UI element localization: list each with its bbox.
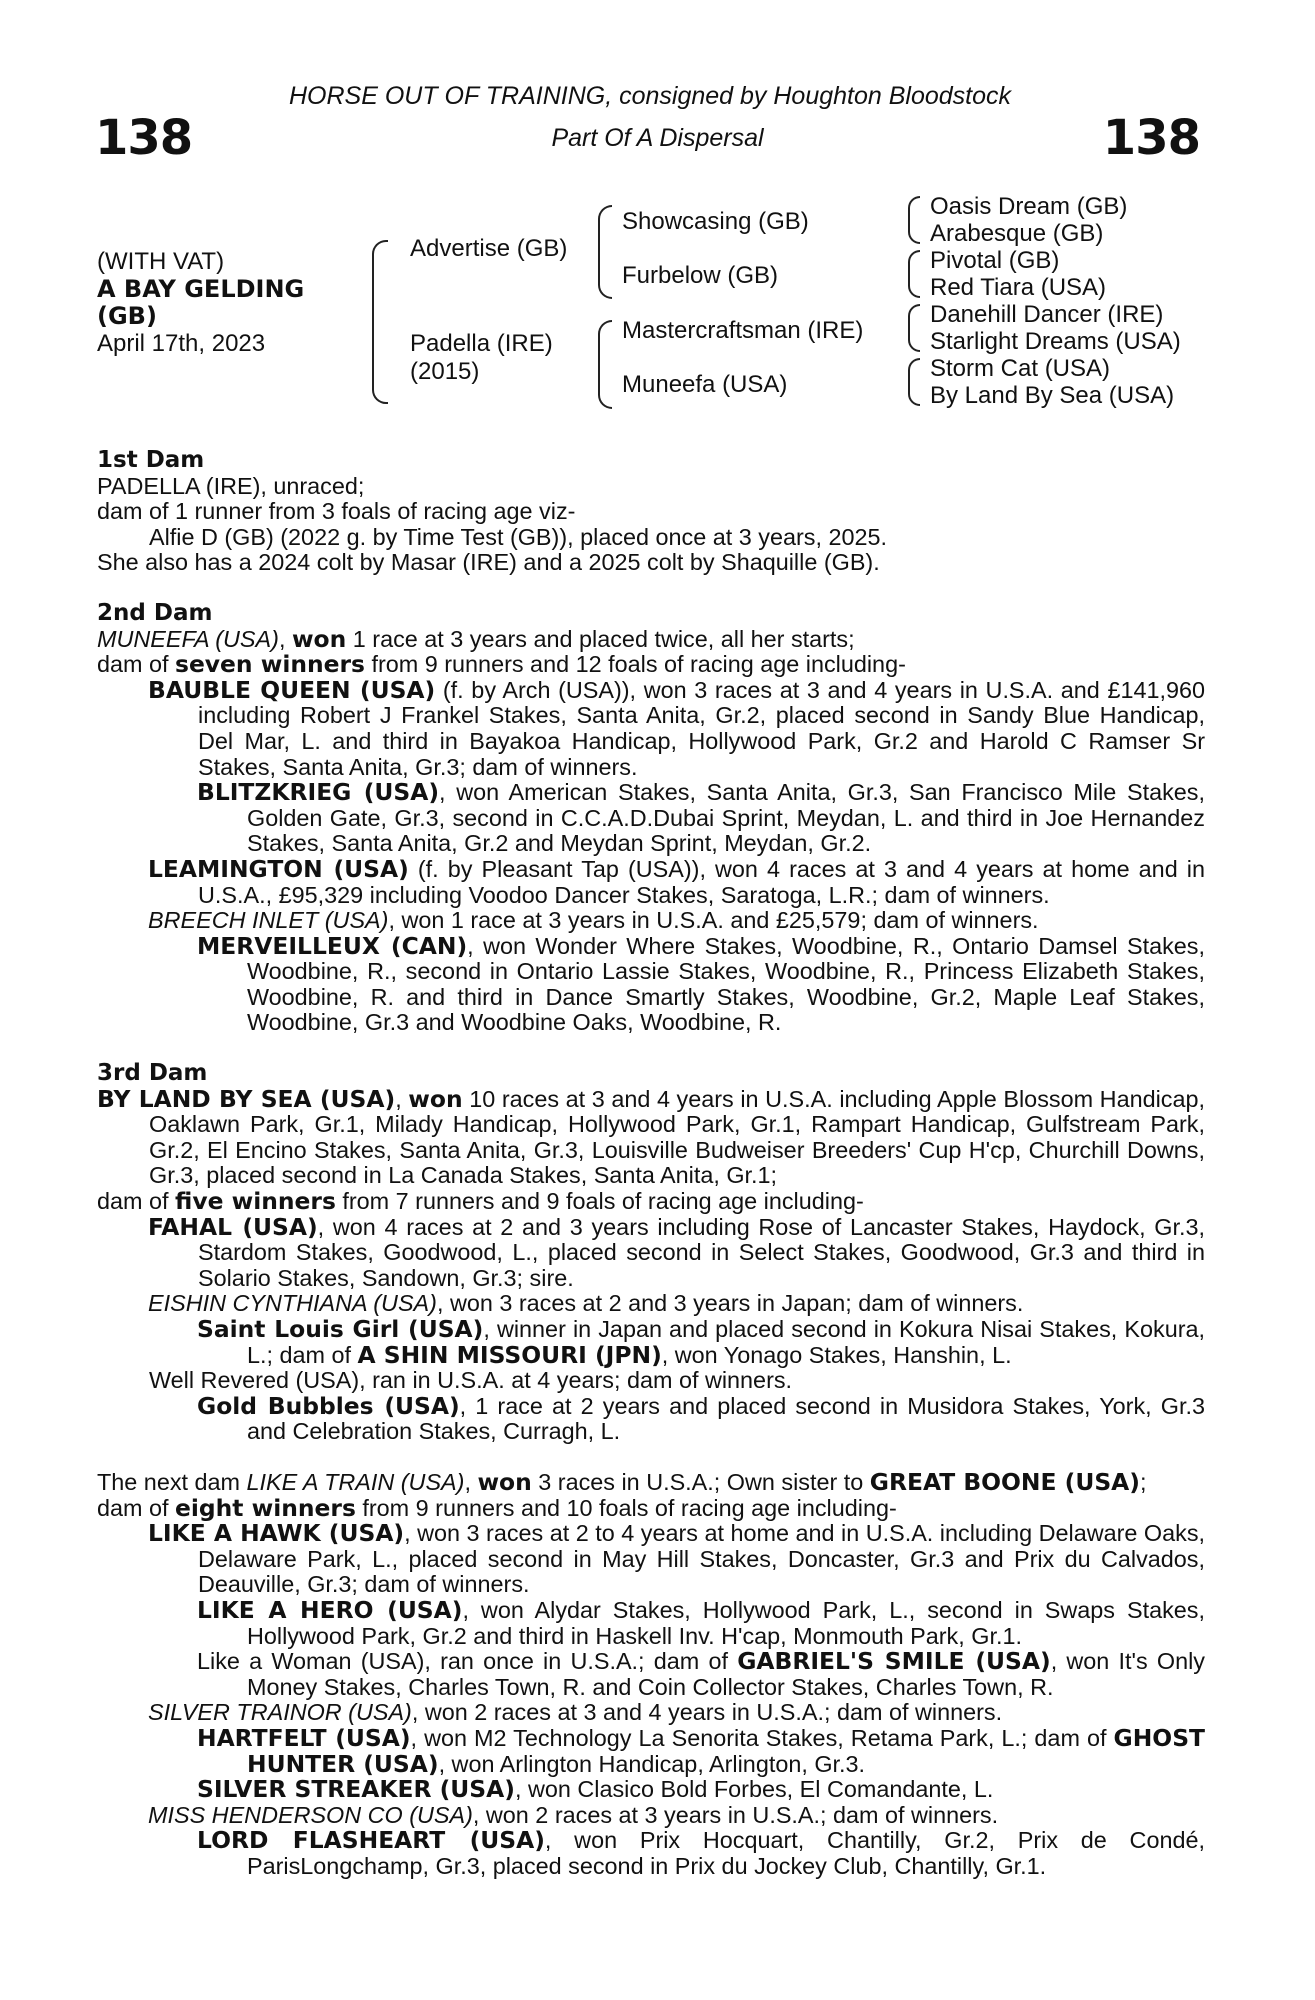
horse-record: , won Prix Hocquart, Chantilly, Gr.2, Prix de Condé, ParisLongchamp, Gr.3, placed second in Prix du Jockey Club, Chantilly, Gr.1.	[247, 1827, 1205, 1879]
horse-record: , won Arlington Handicap, Arlington, Gr.3.	[438, 1750, 866, 1777]
dam-name: Padella (IRE)	[410, 330, 553, 357]
text: ;	[1139, 1468, 1147, 1495]
horse-name: BREECH INLET (USA)	[148, 907, 389, 934]
g3-ancestor: Starlight Dreams (USA)	[930, 328, 1181, 355]
produce-entry	[97, 675, 1206, 780]
sister-name: GREAT BOONE (USA)	[869, 1467, 1140, 1496]
third-dam-produce-summary	[97, 1189, 1205, 1215]
brace-dam	[598, 320, 612, 409]
dam-year: (2015)	[410, 358, 480, 385]
horse-name: MERVEILLEUX (CAN)	[197, 931, 468, 960]
third-dam-heading: 3rd Dam	[97, 1060, 208, 1087]
horse-record: , won Yonago Stakes, Hanshin, L.	[661, 1341, 1012, 1368]
vat-label: (WITH VAT)	[97, 248, 225, 275]
next-dam-summary: The next dam LIKE A TRAIN (USA), won 3 races in U.S.A.; Own sister to GREAT BOONE (USA);	[97, 1467, 1147, 1496]
horse-record: , won 1 race at 3 years in U.S.A. and £25,579; dam of winners.	[388, 907, 1039, 934]
g3-ancestor: Pivotal (GB)	[930, 247, 1060, 274]
produce-entry	[97, 1595, 1205, 1649]
winners-count: five winners	[175, 1187, 336, 1216]
subject-name-line2: (GB)	[97, 302, 157, 330]
first-dam-line: PADELLA (IRE), unraced;	[97, 472, 365, 499]
catalogue-body	[97, 448, 1205, 1879]
brace-g3-2	[908, 250, 920, 298]
text: from 7 runners and 9 foals of racing age including-	[335, 1188, 864, 1215]
brace-g3-3	[908, 304, 920, 352]
won-label: won	[477, 1467, 532, 1496]
g3-ancestor: By Land By Sea (USA)	[930, 382, 1175, 409]
second-dam-summary: MUNEEFA (USA), won 1 race at 3 years and placed twice, all her starts;	[97, 624, 855, 653]
horse-record: , won Alydar Stakes, Hollywood Park, L., second in Swaps Stakes, Hollywood Park, Gr.2 and third in Haskell Inv. H'cap, Monmouth Park, Gr.1.	[247, 1596, 1205, 1649]
summary-text: 10 races at 3 and 4 years in U.S.A. including Apple Blossom Handicap, Oaklawn Park, Gr.1, Milady Handicap, Hollywood Park, Gr.1, Rampart Handicap, Gulfstream Park, Gr.2, El Encino Stakes, Santa Anita, Gr.3, Louisville Budweiser Breeders' Cup H'cp, Churchill Downs, Gr.3, placed second in La Canada Stakes, Santa Anita, Gr.1;	[149, 1085, 1205, 1189]
subject-foaled: April 17th, 2023	[97, 330, 266, 357]
horse-record: (f. by Pleasant Tap (USA)), won 4 races at 3 and 4 years at home and in U.S.A., £95,329 including Voodoo Dancer Stakes, Saratoga, L.R.; dam of winners.	[198, 855, 1205, 908]
g3-ancestor: Danehill Dancer (IRE)	[930, 301, 1164, 328]
produce-entry	[97, 1521, 1205, 1598]
horse-record: , won 2 races at 3 and 4 years in U.S.A.; dam of winners.	[411, 1699, 1003, 1726]
next-dam-produce-summary	[97, 1493, 1205, 1522]
g3-ancestor: Red Tiara (USA)	[930, 274, 1107, 301]
produce-entry	[97, 1828, 1205, 1879]
first-dam-line: She also has a 2024 colt by Masar (IRE) and a 2025 colt by Shaquille (GB).	[97, 549, 880, 576]
horse-record: , won 3 races at 2 to 4 years at home and in U.S.A. including Delaware Oaks, Delaware Park, L., placed second in May Hill Stakes, Doncaster, Gr.3 and Prix du Calvados, Deauville, Gr.3; dam of winners.	[198, 1520, 1206, 1598]
header-subtitle: Part Of A Dispersal	[551, 124, 764, 152]
dam-name: MUNEEFA (USA)	[97, 625, 279, 652]
produce-entry	[97, 908, 1205, 934]
produce-entry	[97, 1649, 1205, 1700]
header-consignment: HORSE OUT OF TRAINING, consigned by Houghton Bloodstock	[288, 82, 1012, 110]
produce-entry	[97, 1317, 1205, 1368]
produce-entry	[97, 780, 1205, 857]
subject-name-line1: A BAY GELDING	[97, 275, 305, 303]
first-dam-heading: 1st Dam	[97, 447, 205, 473]
horse-record: (f. by Arch (USA)), won 3 races at 3 and 4 years in U.S.A. and £141,960 including Robert J Frankel Stakes, Santa Anita, Gr.2, placed second in Sandy Blue Handicap, Del Mar, L. and third in Bayakoa Handicap, Hollywood Park, Gr.2 and Harold C Ramser Sr Stakes, Santa Anita, Gr.3; dam of winners.	[198, 676, 1206, 780]
horse-name: Gold Bubbles (USA)	[197, 1391, 460, 1420]
horse-name: LORD FLASHEART (USA)	[197, 1826, 545, 1855]
horse-name: HARTFELT (USA)	[197, 1723, 411, 1752]
horse-name: GABRIEL'S SMILE (USA)	[737, 1647, 1051, 1676]
horse-name: SILVER TRAINOR (USA)	[148, 1699, 412, 1726]
horse-name: FAHAL (USA)	[148, 1212, 318, 1241]
horse-name: LIKE A HERO (USA)	[197, 1595, 463, 1624]
produce-entry	[97, 1700, 1205, 1726]
produce-entry	[97, 931, 1205, 1036]
g3-ancestor: Arabesque (GB)	[930, 220, 1104, 247]
dam-name: BY LAND BY SEA (USA)	[97, 1084, 396, 1113]
first-dam-produce: Alfie D (GB) (2022 g. by Time Test (GB)), placed once at 3 years, 2025.	[149, 523, 888, 550]
horse-record: , won 4 races at 2 and 3 years including Rose of Lancaster Stakes, Haydock, Gr.3, Stardom Stakes, Goodwood, L., placed second in Select Stakes, Goodwood, Gr.3 and third in Solario Stakes, Sandown, Gr.3; sire.	[198, 1213, 1205, 1291]
winners-count: seven winners	[175, 650, 365, 679]
horse-name: Saint Louis Girl (USA)	[197, 1315, 484, 1343]
produce-entry	[97, 1291, 1205, 1317]
text: dam of	[97, 1494, 176, 1521]
horse-name: A SHIN MISSOURI (JPN)	[357, 1340, 662, 1369]
horse-record: , 1 race at 2 years and placed second in Musidora Stakes, York, Gr.3 and Celebration Stakes, Curragh, L.	[247, 1392, 1205, 1445]
horse-name: SILVER STREAKER (USA)	[197, 1775, 515, 1804]
sire-sire: Showcasing (GB)	[622, 208, 809, 235]
second-dam-heading: 2nd Dam	[97, 599, 213, 626]
lot-number-left: 138	[95, 110, 193, 166]
text: The next dam	[97, 1468, 247, 1495]
dam-sire: Mastercraftsman (IRE)	[622, 317, 864, 344]
brace-g3-1	[908, 196, 920, 244]
horse-record: , won It's Only Money Stakes, Charles Town, R. and Coin Collector Stakes, Charles Town, R.	[247, 1648, 1205, 1700]
dam-dam: Muneefa (USA)	[622, 371, 788, 398]
produce-entry	[97, 1212, 1205, 1292]
produce-entry	[97, 1723, 1205, 1778]
horse-name: EISHIN CYNTHIANA (USA)	[148, 1290, 437, 1317]
horse-record: Like a Woman (USA), ran once in U.S.A.; dam of	[197, 1648, 738, 1675]
horse-name: BAUBLE QUEEN (USA)	[148, 675, 436, 704]
horse-name: BLITZKRIEG (USA)	[197, 778, 440, 807]
produce-entry	[97, 1777, 1205, 1803]
sire-dam: Furbelow (GB)	[622, 262, 779, 289]
brace-sire	[598, 205, 612, 299]
horse-record: , won American Stakes, Santa Anita, Gr.3, San Francisco Mile Stakes, Golden Gate, Gr.3, second in C.C.A.D.Dubai Sprint, Meydan, L. and third in Joe Hernandez Stakes, Santa Anita, Gr.2 and Meydan Sprint, Meydan, Gr.2.	[247, 779, 1205, 857]
first-dam-line: dam of 1 runner from 3 foals of racing age viz-	[97, 498, 576, 525]
horse-record: , won Clasico Bold Forbes, El Comandante, L.	[514, 1776, 994, 1803]
horse-record: , won 2 races at 3 years in U.S.A.; dam of winners.	[472, 1801, 999, 1828]
horse-name: MISS HENDERSON CO (USA)	[148, 1801, 473, 1828]
text: dam of	[97, 1188, 176, 1215]
produce-entry	[97, 1803, 1205, 1829]
won-label: won	[291, 624, 347, 653]
horse-record: , won Wonder Where Stakes, Woodbine, R., Ontario Damsel Stakes, Woodbine, R., second in Ontario Lassie Stakes, Woodbine, R., Princess Elizabeth Stakes, Woodbine, R. and third in Dance Smartly Stakes, Woodbine, Gr.2, Maple Leaf Stakes, Woodbine, Gr.3 and Woodbine Oaks, Woodbine, R.	[247, 932, 1205, 1036]
g3-ancestor: Storm Cat (USA)	[930, 355, 1111, 382]
horse-name: LIKE A HAWK (USA)	[148, 1519, 405, 1548]
lot-number-right: 138	[1102, 110, 1200, 166]
text: dam of	[97, 651, 176, 678]
produce-entry	[97, 854, 1205, 908]
sire-name: Advertise (GB)	[410, 235, 568, 262]
text: 3 races in U.S.A.; Own sister to	[531, 1468, 870, 1495]
text: from 9 runners and 12 foals of racing age including-	[364, 651, 906, 678]
horse-name: GHOST HUNTER (USA)	[247, 1723, 1205, 1778]
summary-text: 1 race at 3 years and placed twice, all her starts;	[346, 625, 855, 652]
won-label: won	[408, 1084, 463, 1113]
brace-gen1	[372, 240, 388, 404]
g3-ancestor: Oasis Dream (GB)	[930, 193, 1128, 220]
brace-g3-4	[908, 358, 920, 406]
horse-record: , won M2 Technology La Senorita Stakes, Retama Park, L.; dam of	[410, 1724, 1114, 1751]
third-dam-summary: BY LAND BY SEA (USA), won 10 races at 3 and 4 years in U.S.A. including Apple Blossom Handicap, Oaklawn Park, Gr.1, Milady Handicap, Hollywood Park, Gr.1, Rampart Handicap, Gulfstream Park, Gr.2, El Encino Stakes, Santa Anita, Gr.3, Louisville Budweiser Breeders' Cup H'cp, Churchill Downs, Gr.3, placed second in La Canada Stakes, Santa Anita, Gr.1;	[97, 1084, 1205, 1189]
produce-entry: Well Revered (USA), ran in U.S.A. at 4 years; dam of winners.	[149, 1367, 793, 1394]
text: from 9 runners and 10 foals of racing age including-	[355, 1494, 897, 1521]
horse-name: LEAMINGTON (USA)	[148, 854, 409, 883]
second-dam-produce-summary	[97, 652, 1205, 678]
horse-record: , won 3 races at 2 and 3 years in Japan; dam of winners.	[436, 1290, 1024, 1317]
produce-entry	[97, 1391, 1205, 1445]
horse-record: , winner in Japan and placed second in Kokura Nisai Stakes, Kokura, L.; dam of	[247, 1316, 1205, 1368]
dam-name: LIKE A TRAIN (USA)	[246, 1468, 465, 1495]
winners-count: eight winners	[175, 1493, 356, 1522]
